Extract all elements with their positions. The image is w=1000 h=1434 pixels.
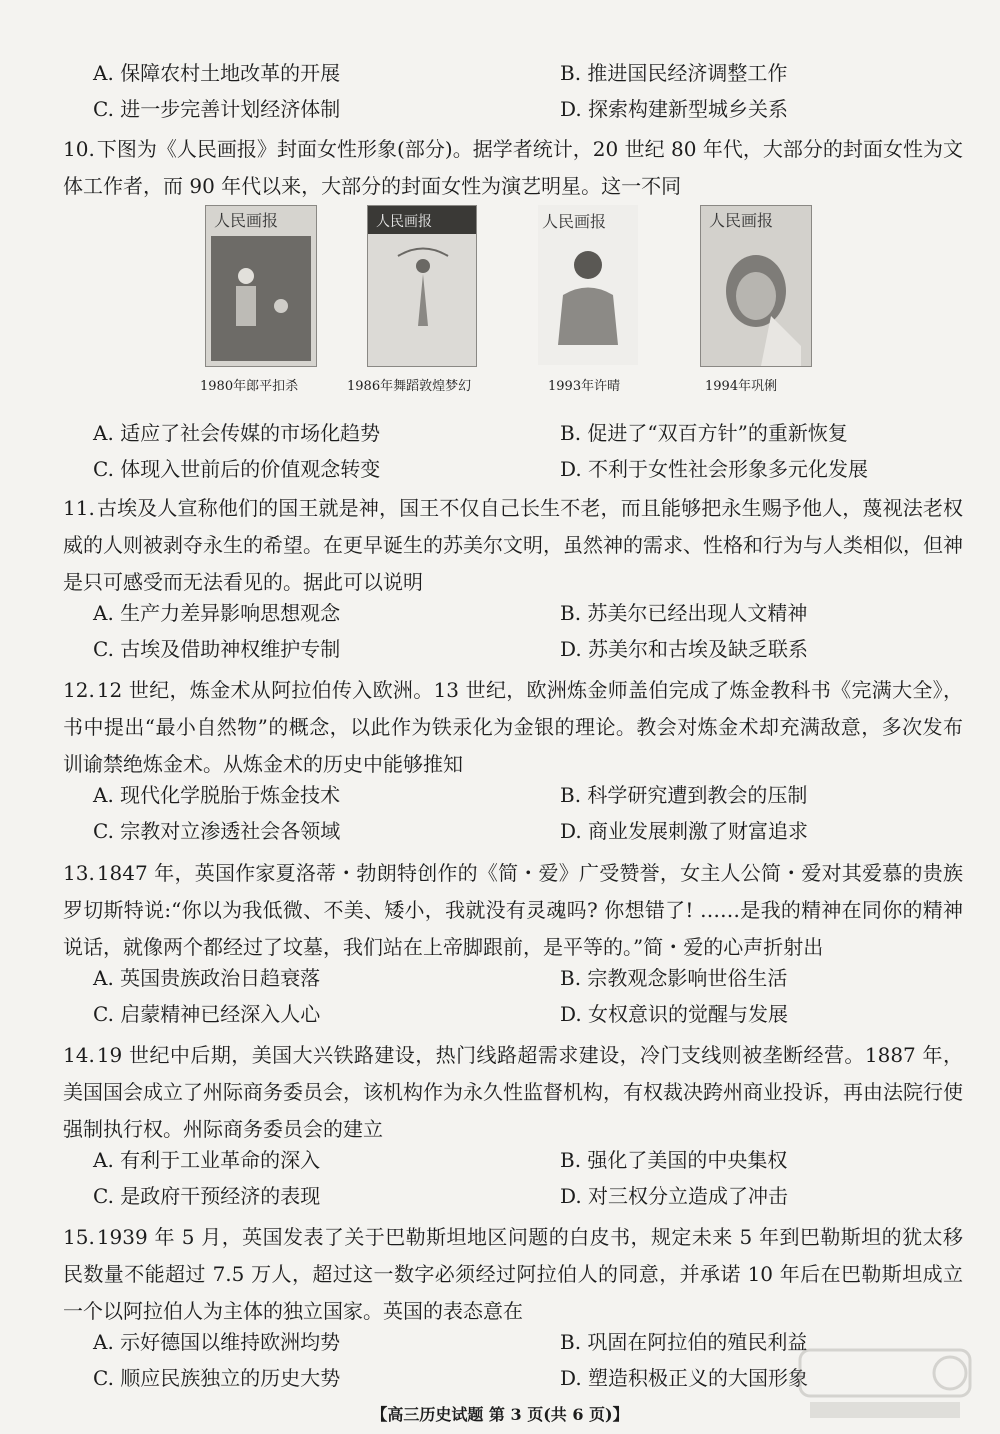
q12-option-d: D. 商业发展刺激了财富追求 — [560, 819, 809, 843]
q12-option-b: B. 科学研究遭到教会的压制 — [560, 783, 808, 807]
svg-text:人民画报: 人民画报 — [376, 214, 432, 230]
q11-option-b: B. 苏美尔已经出现人文精神 — [560, 601, 808, 625]
q10-option-a: A. 适应了社会传媒的市场化趋势 — [93, 421, 381, 445]
watermark-logo-icon — [790, 1344, 980, 1424]
magazine-cover-image — [538, 205, 638, 365]
q13-option-a: A. 英国贵族政治日趋衰落 — [93, 966, 321, 990]
q13-option-c: C. 启蒙精神已经深入人心 — [93, 1002, 321, 1026]
q12-option-c: C. 宗教对立渗透社会各领域 — [93, 819, 341, 843]
q14-option-c: C. 是政府干预经济的表现 — [93, 1184, 321, 1208]
cover-1994 — [700, 205, 810, 394]
q13-stem: 13. 1847 年，英国作家夏洛蒂・勃朗特创作的《简・爱》广受赞誉，女主人公简・爱对其爱慕的贵族罗切斯特说:“你以为我低微、不美、矮小，我就没有灵魂吗? 你想错了! ……是我的精神在同你的精神说话，就像两个都经过了坟墓，我们站在上帝脚跟前，是平等的。”简・爱的心声折射出 — [63, 861, 963, 959]
q11-option-a: A. 生产力差异影响思想观念 — [93, 601, 341, 625]
q9-option-b: B. 推进国民经济调整工作 — [560, 61, 788, 85]
cover-caption: 1980年郎平扣杀 — [200, 379, 299, 394]
q10-option-b: B. 促进了“双百方针”的重新恢复 — [560, 421, 848, 445]
q15-option-b: B. 巩固在阿拉伯的殖民利益 — [560, 1330, 808, 1354]
q10-cover-images — [0, 205, 1000, 394]
svg-text:人民画报: 人民画报 — [214, 211, 279, 230]
cover-caption: 1993年许晴 — [548, 379, 621, 394]
dancer-photo-icon — [368, 206, 476, 366]
q14-option-a: A. 有利于工业革命的深入 — [93, 1148, 321, 1172]
q12-option-a: A. 现代化学脱胎于炼金技术 — [93, 783, 341, 807]
volleyball-photo-icon — [206, 206, 316, 366]
svg-text:人民画报: 人民画报 — [709, 211, 774, 230]
magazine-cover-image — [700, 205, 812, 367]
q11-option-c: C. 古埃及借助神权维护专制 — [93, 637, 341, 661]
q14-option-b: B. 强化了美国的中央集权 — [560, 1148, 788, 1172]
q15-option-d: D. 塑造积极正义的大国形象 — [560, 1366, 809, 1390]
q15-option-a: A. 示好德国以维持欧洲均势 — [93, 1330, 341, 1354]
q11-stem: 11. 古埃及人宣称他们的国王就是神，国王不仅自己长生不老，而且能够把永生赐予他人，蔑视法老权威的人则被剥夺永生的希望。在更早诞生的苏美尔文明，虽然神的需求、性格和行为与人类相似，但神是只可感受而无法看见的。据此可以说明 — [63, 496, 963, 594]
cover-1986 — [347, 205, 475, 394]
portrait-photo-icon — [701, 206, 811, 366]
magazine-cover-image — [205, 205, 317, 367]
q14-option-d: D. 对三权分立造成了冲击 — [560, 1184, 789, 1208]
q9-option-a: A. 保障农村土地改革的开展 — [93, 61, 341, 85]
q12-stem: 12. 12 世纪，炼金术从阿拉伯传入欧洲。13 世纪，欧洲炼金师盖伯完成了炼金教科书《完满大全》，书中提出“最小自然物”的概念，以此作为铁汞化为金银的理论。教会对炼金术却充满敌意，多次发布训谕禁绝炼金术。从炼金术的历史中能够推知 — [63, 678, 963, 776]
q10-option-d: D. 不利于女性社会形象多元化发展 — [560, 457, 869, 481]
q14-stem: 14. 19 世纪中后期，美国大兴铁路建设，热门线路超需求建设，冷门支线则被垄断经营。1887 年，美国国会成立了州际商务委员会，该机构作为永久性监督机构，有权裁决跨州商业投诉，再由法院行使强制执行权。州际商务委员会的建立 — [63, 1043, 963, 1141]
q15-option-c: C. 顺应民族独立的历史大势 — [93, 1366, 341, 1390]
cover-caption: 1986年舞蹈敦煌梦幻 — [347, 379, 472, 394]
q11-option-d: D. 苏美尔和古埃及缺乏联系 — [560, 637, 809, 661]
svg-text:人民画报: 人民画报 — [542, 212, 607, 231]
portrait-photo-icon — [538, 205, 638, 365]
cover-1993 — [538, 205, 638, 394]
q10-option-c: C. 体现入世前后的价值观念转变 — [93, 457, 381, 481]
q13-option-d: D. 女权意识的觉醒与发展 — [560, 1002, 789, 1026]
cover-1980 — [200, 205, 315, 394]
page-footer: 【高三历史试题 第 3 页(共 6 页)】 — [371, 1405, 629, 1424]
q9-option-d: D. 探索构建新型城乡关系 — [560, 97, 789, 121]
q10-stem: 10. 下图为《人民画报》封面女性形象(部分)。据学者统计，20 世纪 80 年代，大部分的封面女性为文体工作者，而 90 年代以来，大部分的封面女性为演艺明星。这一不同 — [63, 137, 963, 198]
magazine-cover-image — [367, 205, 477, 367]
q9-option-c: C. 进一步完善计划经济体制 — [93, 97, 341, 121]
q15-stem: 15. 1939 年 5 月，英国发表了关于巴勒斯坦地区问题的白皮书，规定未来 5 年到巴勒斯坦的犹太移民数量不能超过 7.5 万人，超过这一数字必须经过阿拉伯人的同意，并承诺 10 年后在巴勒斯坦成立一个以阿拉伯人为主体的独立国家。英国的表态意在 — [63, 1225, 963, 1323]
cover-caption: 1994年巩俐 — [705, 379, 778, 394]
q13-option-b: B. 宗教观念影响世俗生活 — [560, 966, 788, 990]
